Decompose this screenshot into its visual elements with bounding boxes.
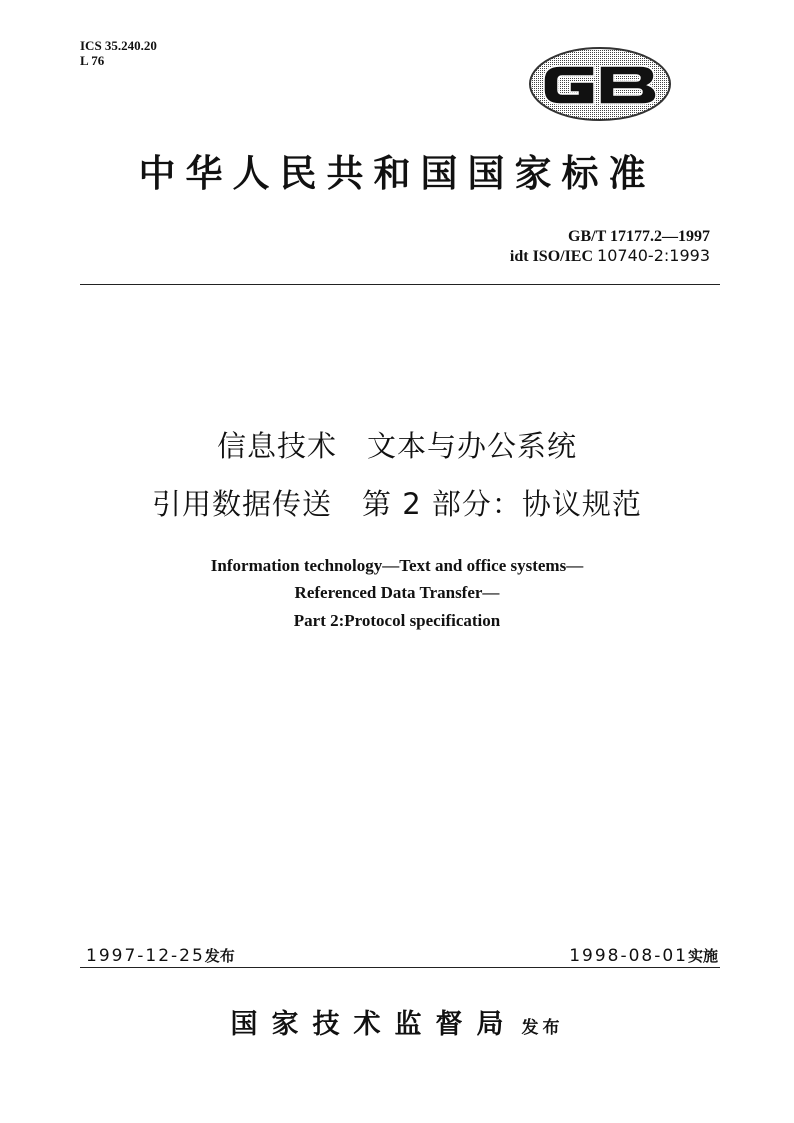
header-divider — [80, 284, 720, 285]
implementation-date: 1998-08-01实施 — [569, 946, 718, 966]
national-standard-title: 中华人民共和国国家标准 — [138, 151, 656, 195]
en-title-line-1: Information technology—Text and office systems— — [210, 556, 584, 575]
idt-reference: idt ISO/IEC 10740-2:1993 — [509, 246, 710, 265]
ics-code: ICS 35.240.20 — [80, 38, 157, 53]
classification-code: L 76 — [80, 53, 105, 68]
ics-block — [80, 38, 157, 68]
gb-logo — [528, 46, 672, 122]
standard-number-block — [510, 227, 710, 266]
footer-divider — [80, 967, 720, 968]
standard-number: GB/T 17177.2—1997 — [568, 228, 710, 245]
en-title-line-2: Referenced Data Transfer— — [294, 583, 500, 602]
cn-title-line-1: 信息技术 文本与办公系统 — [216, 429, 577, 463]
cn-title-line-2: 引用数据传送 第 2 部分：协议规范 — [152, 487, 642, 521]
issuing-authority: 国家技术监督局 发布 — [230, 1009, 564, 1040]
issue-date: 1997-12-25发布 — [86, 946, 235, 966]
en-title-line-3: Part 2:Protocol specification — [293, 611, 501, 630]
